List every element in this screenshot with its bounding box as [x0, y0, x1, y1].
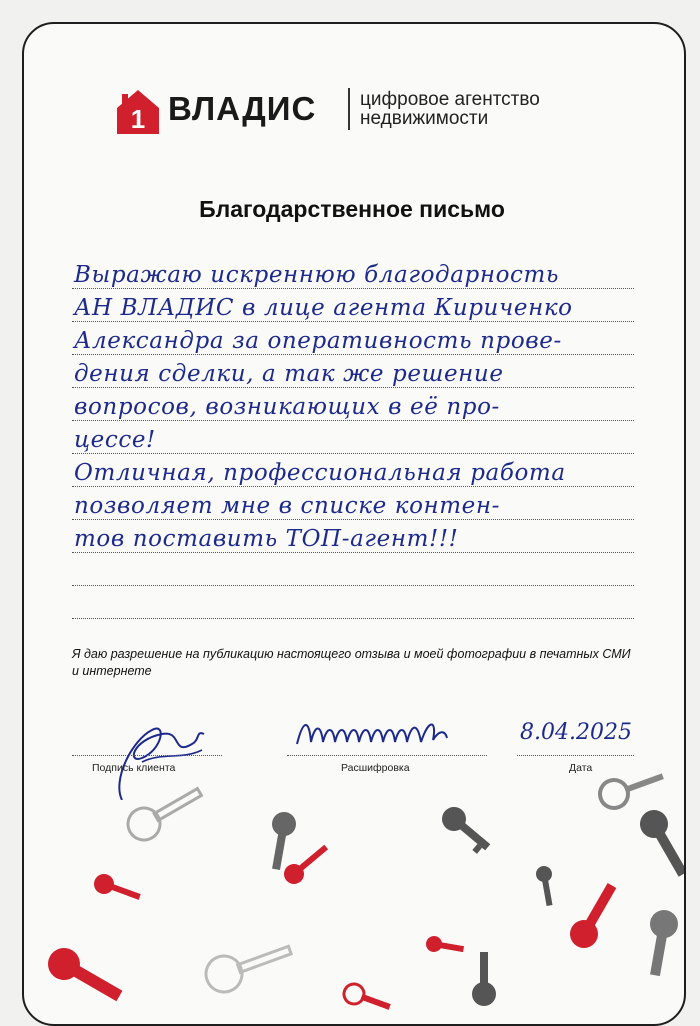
handwritten-text: позволяет мне в списке контен- [74, 493, 501, 519]
key-icon [635, 805, 684, 881]
handwritten-text: Александра за оперативность прове- [74, 328, 562, 354]
key-icon [425, 935, 465, 957]
handwritten-body [72, 256, 634, 619]
decode-signature [287, 700, 487, 760]
handwritten-text: АН ВЛАДИС в лице агента Кириченко [74, 295, 573, 321]
key-icon [535, 865, 558, 907]
key-icon [264, 810, 298, 871]
writing-line [72, 388, 634, 421]
writing-line [72, 256, 634, 289]
key-icon [472, 952, 496, 1006]
logo-divider [348, 88, 350, 130]
handwritten-text: Отличная, профессиональная работа [74, 460, 566, 486]
handwritten-text: цессе! [74, 427, 156, 453]
writing-line [72, 553, 634, 586]
decode-caption: Расшифровка [341, 762, 410, 774]
consent-text: Я даю разрешение на публикацию настоящего отзыва и моей фотографии в печатных СМИ и интернете [72, 647, 631, 678]
key-icon [201, 933, 296, 997]
page-title: Благодарственное письмо [199, 196, 505, 222]
key-pattern-decoration [24, 764, 684, 1024]
key-icon [437, 802, 495, 856]
writing-line [72, 520, 634, 553]
date-caption: Дата [569, 762, 593, 774]
handwritten-text: Выражаю искреннюю благодарность [74, 262, 560, 288]
handwritten-date: 8.04.2025 [520, 720, 632, 745]
key-icon [596, 764, 668, 812]
key-icon [341, 981, 393, 1016]
handwritten-text: вопросов, возникающих в её про- [74, 394, 500, 420]
handwritten-text: дения сделки, а так же решение [74, 361, 504, 387]
brand-name: ВЛАДИС [168, 90, 317, 127]
writing-line [72, 289, 634, 322]
tagline-line-2: недвижимости [360, 108, 489, 129]
key-icon [641, 908, 680, 978]
letter-sheet [22, 22, 686, 1026]
handwritten-text: тов поставить ТОП-агент!!! [74, 526, 459, 552]
writing-line [72, 586, 634, 619]
writing-line [72, 487, 634, 520]
key-icon [122, 778, 207, 846]
brand-tagline [360, 90, 540, 128]
writing-line [72, 421, 634, 454]
key-icon [280, 839, 333, 888]
svg-text:1: 1 [130, 104, 146, 134]
key-icon [91, 871, 143, 906]
writing-line [72, 355, 634, 388]
writing-line [72, 454, 634, 487]
writing-line [72, 322, 634, 355]
tagline-line-1: цифровое агентство [360, 89, 540, 110]
key-icon [565, 879, 624, 954]
client-signature-caption: Подпись клиента [92, 762, 176, 774]
house-logo-icon [116, 88, 160, 136]
